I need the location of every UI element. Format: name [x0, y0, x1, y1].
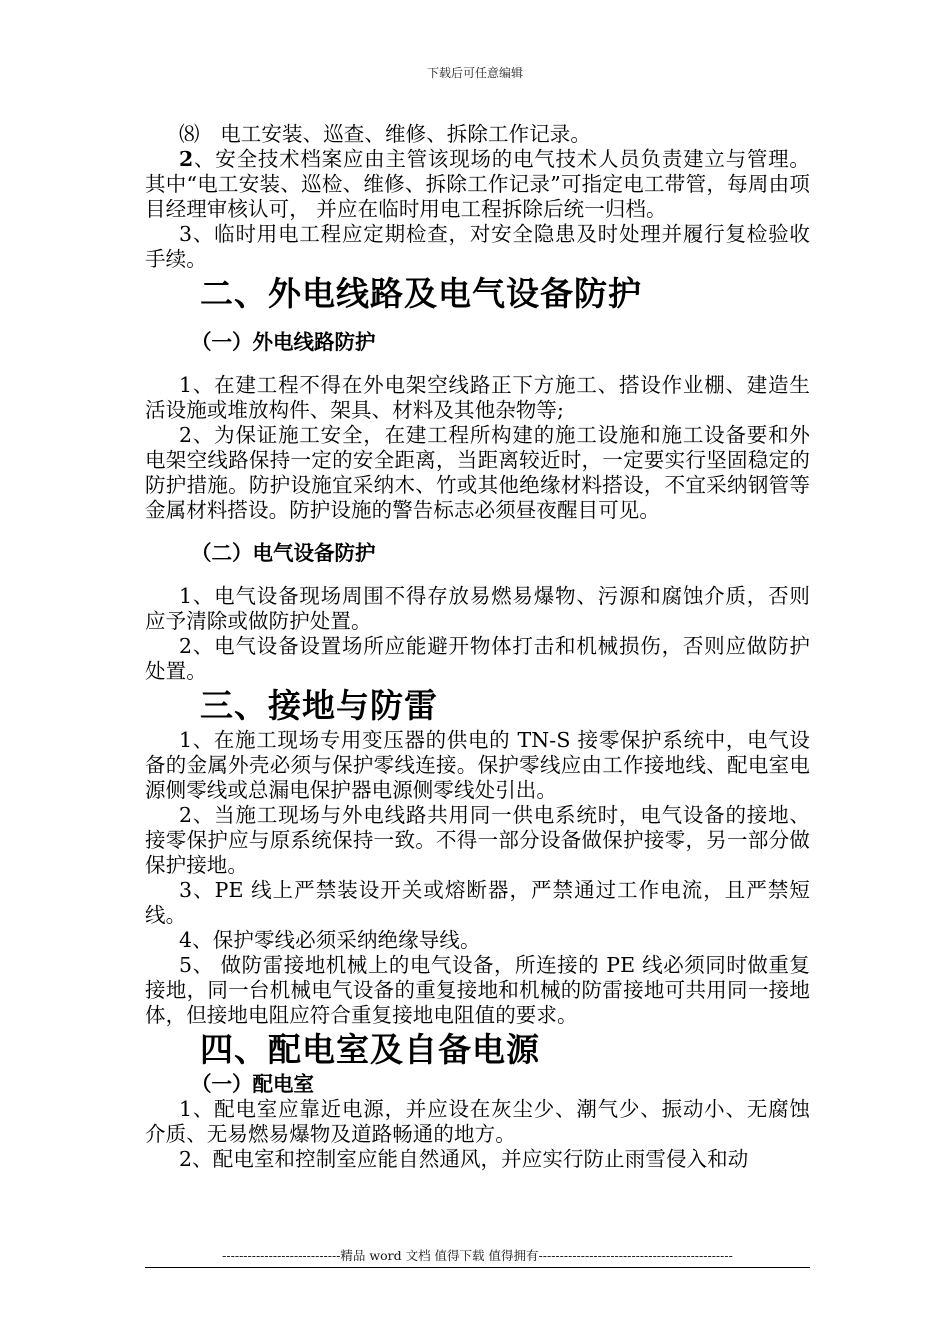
paragraph-no-flammables: 1、电气设备现场周围不得存放易燃易爆物、污源和腐蚀介质，否则应予清除或做防护处置。 — [145, 584, 810, 633]
paragraph-text: 、安全技术档案应由主管该现场的电气技术人员负责建立与管理。其中“电工安装、巡检、维修、拆除工作记录”可指定电工带管，每周由项目经理审核认可， 并应在临时用电工程拆除后统一归档。 — [145, 147, 810, 221]
subsection-title-equipment-protection: （二）电气设备防护 — [191, 541, 376, 565]
paragraph-lightning-grounding: 5、 做防雷接地机械上的电气设备，所连接的 PE 线必须同时做重复接地，同一台机械电气设备的重复接地和机械的防雷接地可共用同一接地体，但接地电阻应符合重复接地电阻值的要求。 — [145, 953, 810, 1027]
footer-text: ----------------------------精品 word 文档 值得下载 值得拥有---------------------------------------------- — [222, 1248, 733, 1263]
paragraph-number: 2 — [179, 147, 194, 171]
paragraph-safety-distance: 2、为保证施工安全，在建工程所构建的施工设施和施工设备要和外电架空线路保持一定的安全距离，当距离较近时，一定要实行坚固稳定的防护措施。防护设施宜采纳木、竹或其他绝缘材料搭设，不宜采纳钢管等金属材料搭设。防护设施的警告标志必须昼夜醒目可见。 — [145, 423, 810, 522]
paragraph-archive-responsibility — [145, 147, 810, 222]
paragraph-periodic-inspection: 3、临时用电工程应定期检查，对安全隐患及时处理并履行复检验收手续。 — [145, 222, 810, 271]
paragraph-insulated-wire: 4、保护零线必须采纳绝缘导线。 — [179, 928, 481, 952]
paragraph-pe-line: 3、PE 线上严禁装设开关或熔断器，严禁通过工作电流，且严禁短线。 — [145, 878, 810, 927]
section-title-external-lines: 二、外电线路及电气设备防护 — [200, 274, 642, 313]
page-footer — [145, 1246, 810, 1268]
document-body — [145, 122, 810, 1172]
paragraph-no-construction-under-lines: 1、在建工程不得在外电架空线路正下方施工、搭设作业棚、建造生活设施或堆放构件、架具、材料及其他杂物等; — [145, 373, 810, 422]
footer-rule — [145, 1267, 810, 1268]
subsection-title-external-line-protection: （一）外电线路防护 — [191, 330, 376, 354]
paragraph-record-item-8: ⑻ 电工安装、巡查、维修、拆除工作记录。 — [179, 122, 591, 146]
page-header: 下载后可任意编辑 — [426, 66, 523, 80]
paragraph-room-ventilation: 2、配电室和控制室应能自然通风，并应实行防止雨雪侵入和动 — [179, 1147, 749, 1171]
paragraph-avoid-impact: 2、电气设备设置场所应能避开物体打击和机械损伤，否则应做防护处置。 — [145, 634, 810, 683]
paragraph-shared-supply: 2、当施工现场与外电线路共用同一供电系统时，电气设备的接地、接零保护应与原系统保持一致。不得一部分设备做保护接零，另一部分做保护接地。 — [145, 803, 810, 877]
paragraph-room-location: 1、配电室应靠近电源，并应设在灰尘少、潮气少、振动小、无腐蚀介质、无易燃易爆物及道路畅通的地方。 — [145, 1097, 810, 1146]
subsection-title-distribution-room: （一）配电室 — [191, 1072, 314, 1096]
paragraph-tn-s-system: 1、在施工现场专用变压器的供电的 TN-S 接零保护系统中，电气设备的金属外壳必须与保护零线连接。保护零线应由工作接地线、配电室电源侧零线或总漏电保护器电源侧零线处引出。 — [145, 728, 810, 802]
section-title-distribution-room: 四、配电室及自备电源 — [200, 1030, 540, 1069]
section-title-grounding: 三、接地与防雷 — [200, 686, 438, 725]
